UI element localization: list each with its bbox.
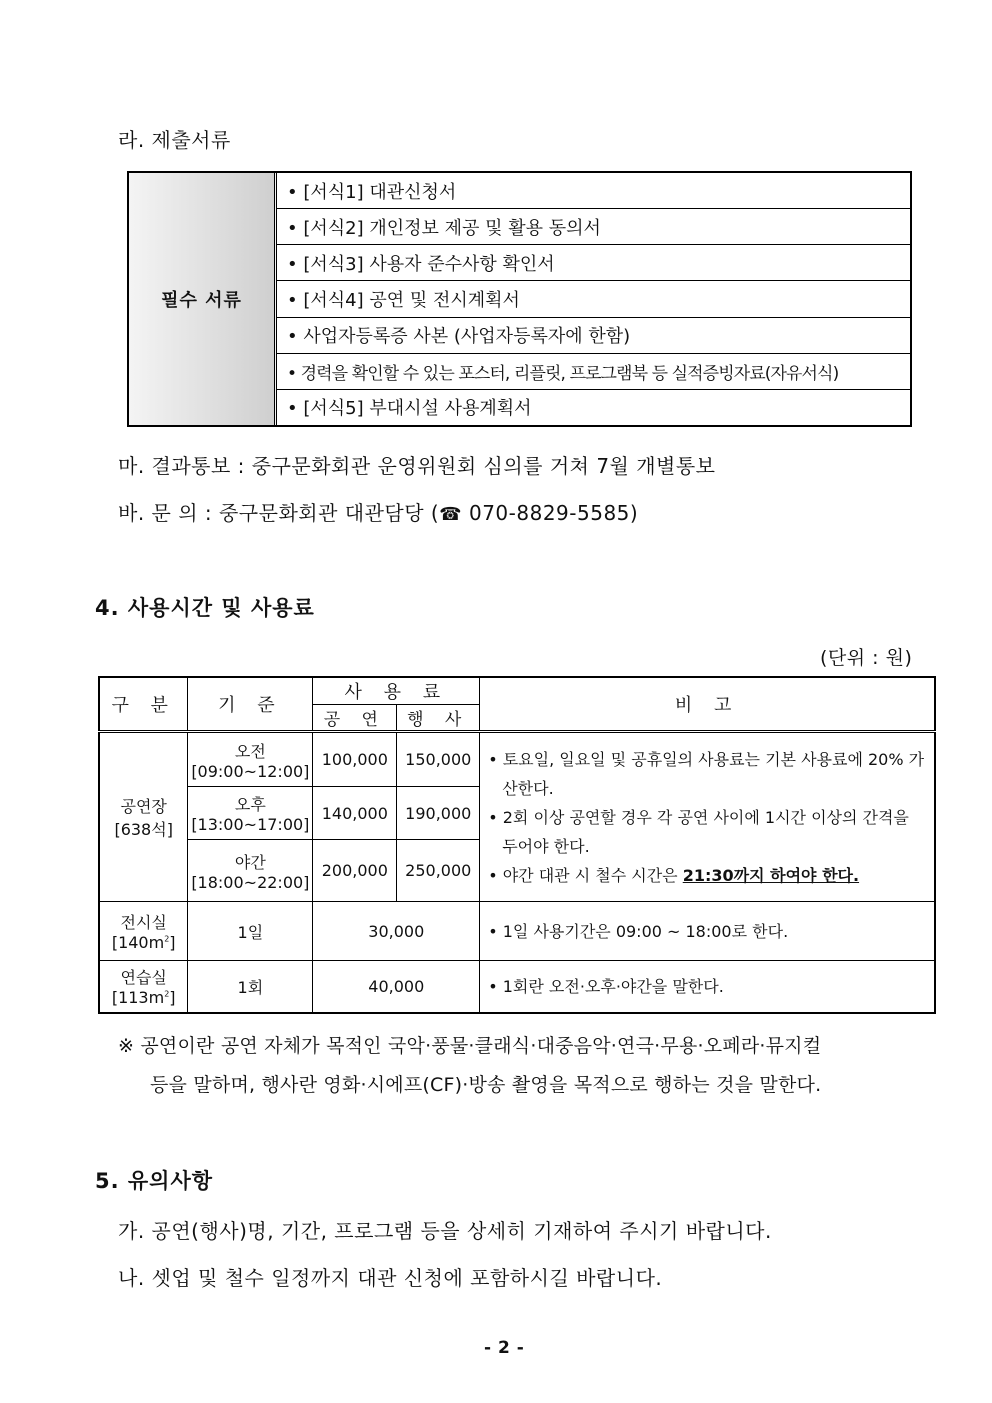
exhibition-fee: 30,000 [313,902,480,961]
event-fee: 150,000 [397,732,480,787]
header-fee: 사 용 료 [313,677,480,705]
document-item: • [서식1] 대관신청서 [277,173,910,209]
result-notice: 마. 결과통보 : 중구문화회관 운영위원회 심의를 거쳐 7월 개별통보 [118,454,716,478]
event-fee: 190,000 [397,787,480,840]
header-remarks: 비 고 [480,677,935,732]
exhibition-name: 전시실 [120,913,167,932]
document-item: • [서식3] 사용자 준수사항 확인서 [277,245,910,281]
inquiry-phone: 070-8829-5585) [462,501,639,525]
slot-time: [18:00~22:00] [191,872,310,892]
practice-size: $[113m^2]$ [111,988,176,1008]
hall-capacity: [638석] [114,820,173,839]
header-performance: 공 연 [313,705,397,732]
document-item: • 경력을 확인할 수 있는 포스터, 리플릿, 프로그램북 등 실적증빙자료(자유서식) [277,354,910,390]
header-category: 구 분 [99,677,188,732]
hall-note: • 토요일, 일요일 및 공휴일의 사용료는 기본 사용료에 20% 가산한다. [488,749,925,798]
performance-fee: 200,000 [313,840,397,902]
required-documents-table [127,171,912,427]
header-standard: 기 준 [188,677,313,732]
performance-fee: 100,000 [313,732,397,787]
phone-icon: ☎ [439,504,463,525]
hall-note: • 2회 이상 공연할 경우 각 공연 사이에 1시간 이상의 간격을 두어야 한다. [488,807,909,856]
section-5-heading: 5. 유의사항 [95,1169,214,1193]
slot-time: [09:00~12:00] [191,761,310,781]
hall-note [488,861,926,890]
time-slot [188,787,313,840]
document-item: • [서식5] 부대시설 사용계획서 [287,398,532,420]
unit-label: (단위 : 원) [820,647,913,669]
inquiry-prefix: 바. 문 의 : 중구문화회관 대관담당 ( [118,501,440,525]
exhibition-size: $[140m^2]$ [111,933,176,952]
exhibition-cell [99,902,188,961]
hall-note-emphasis: 21:30까지 하여야 한다. [682,865,860,885]
document-item: • [서식2] 개인정보 제공 및 활용 동의서 [277,209,910,245]
exhibition-note: • 1일 사용기간은 09:00 ~ 18:00로 한다. [480,902,935,961]
exhibition-standard: 1일 [188,902,313,961]
header-event: 행 사 [397,705,480,732]
footnote-line-2: 등을 말하며, 행사란 영화·시에프(CF)·방송 촬영을 목적으로 행하는 것을 말한다. [150,1074,822,1096]
practice-cell [99,961,188,1013]
page-number: - 2 - [484,1338,525,1358]
section-ra-title: 라. 제출서류 [118,128,231,152]
time-slot [188,840,313,902]
document-item: • [서식4] 공연 및 전시계획서 [277,281,910,317]
performance-fee: 140,000 [313,787,397,840]
practice-standard: 1회 [188,961,313,1013]
event-fee: 250,000 [397,840,480,902]
inquiry-line [118,497,638,526]
note-item: 가. 공연(행사)명, 기간, 프로그램 등을 상세히 기재하여 주시기 바랍니다. [118,1219,772,1243]
slot-label: 야간 [234,852,266,872]
fee-table [98,676,936,1014]
hall-name: 공연장 [120,797,167,816]
document-item: • 사업자등록증 사본 (사업자등록자에 한함) [277,318,910,354]
required-documents-label: 필수 서류 [129,173,277,425]
practice-fee: 40,000 [313,961,480,1013]
hall-cell [99,732,188,902]
note-item: 나. 셋업 및 철수 일정까지 대관 신청에 포함하시길 바랍니다. [118,1266,663,1290]
slot-label: 오후 [234,795,266,814]
footnote-line-1: ※ 공연이란 공연 자체가 목적인 국악·풍물·클래식·대중음악·연극·무용·오페라·뮤지컬 [118,1035,822,1057]
slot-time: [13:00~17:00] [191,815,310,834]
hall-note-prefix: • 야간 대관 시 철수 시간은 [488,865,683,885]
slot-label: 오전 [234,741,266,761]
practice-name: 연습실 [120,968,167,988]
hall-notes [480,732,935,902]
practice-note: • 1회란 오전·오후·야간을 말한다. [480,961,935,1013]
time-slot [188,732,313,787]
section-4-heading: 4. 사용시간 및 사용료 [95,596,315,620]
